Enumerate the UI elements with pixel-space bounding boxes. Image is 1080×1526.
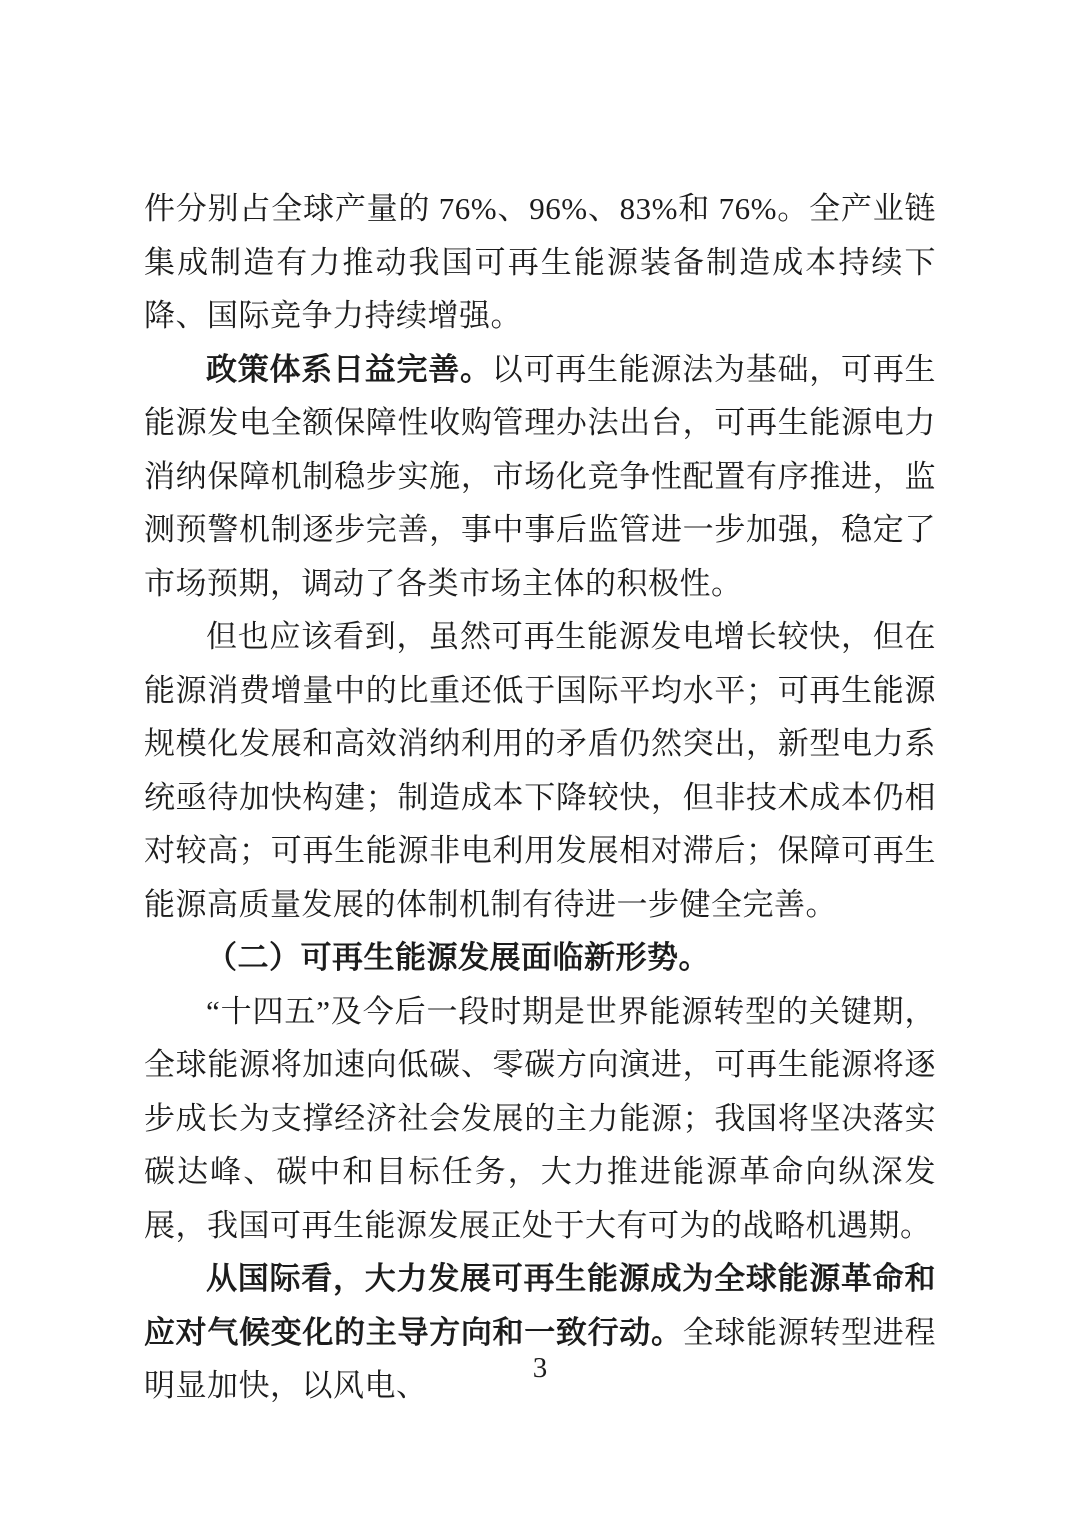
paragraph <box>144 182 936 343</box>
paragraph <box>144 610 936 931</box>
text-run: “十四五”及今后一段时期是世界能源转型的关键期，全球能源将加速向低碳、零碳方向演进，可再生能源将逐步成长为支撑经济社会发展的主力能源；我国将坚决落实碳达峰、碳中和目标任务，大力推进能源革命向纵深发展，我国可再生能源发展正处于大有可为的战略机遇期。 <box>144 993 936 1243</box>
bold-text-run: （二）可再生能源发展面临新形势。 <box>206 940 710 975</box>
bold-text-run: 政策体系日益完善。 <box>206 351 492 387</box>
paragraph <box>144 931 936 985</box>
text-run: 全球能源转型进程明显加快，以风电、 <box>144 1314 936 1403</box>
paragraph <box>144 1252 936 1413</box>
document-body <box>144 182 936 1413</box>
text-run: 以可再生能源法为基础，可再生能源发电全额保障性收购管理办法出台，可再生能源电力消纳保障机制稳步实施，市场化竞争性配置有序推进，监测预警机制逐步完善，事中事后监管进一步加强，稳定了市场预期，调动了各类市场主体的积极性。 <box>144 351 936 601</box>
text-run: 但也应该看到，虽然可再生能源发电增长较快，但在能源消费增量中的比重还低于国际平均水平；可再生能源规模化发展和高效消纳利用的矛盾仍然突出，新型电力系统亟待加快构建；制造成本下降较快，但非技术成本仍相对较高；可再生能源非电利用发展相对滞后；保障可再生能源高质量发展的体制机制有待进一步健全完善。 <box>144 619 936 922</box>
bold-text-run: 从国际看，大力发展可再生能源成为全球能源革命和应对气候变化的主导方向和一致行动。 <box>144 1261 936 1350</box>
paragraph <box>144 985 936 1253</box>
text-run: 件分别占全球产量的 76%、96%、83%和 76%。全产业链集成制造有力推动我国可再生能源装备制造成本持续下降、国际竞争力持续增强。 <box>144 191 936 333</box>
paragraph <box>144 343 936 611</box>
page-number: 3 <box>532 1352 548 1384</box>
